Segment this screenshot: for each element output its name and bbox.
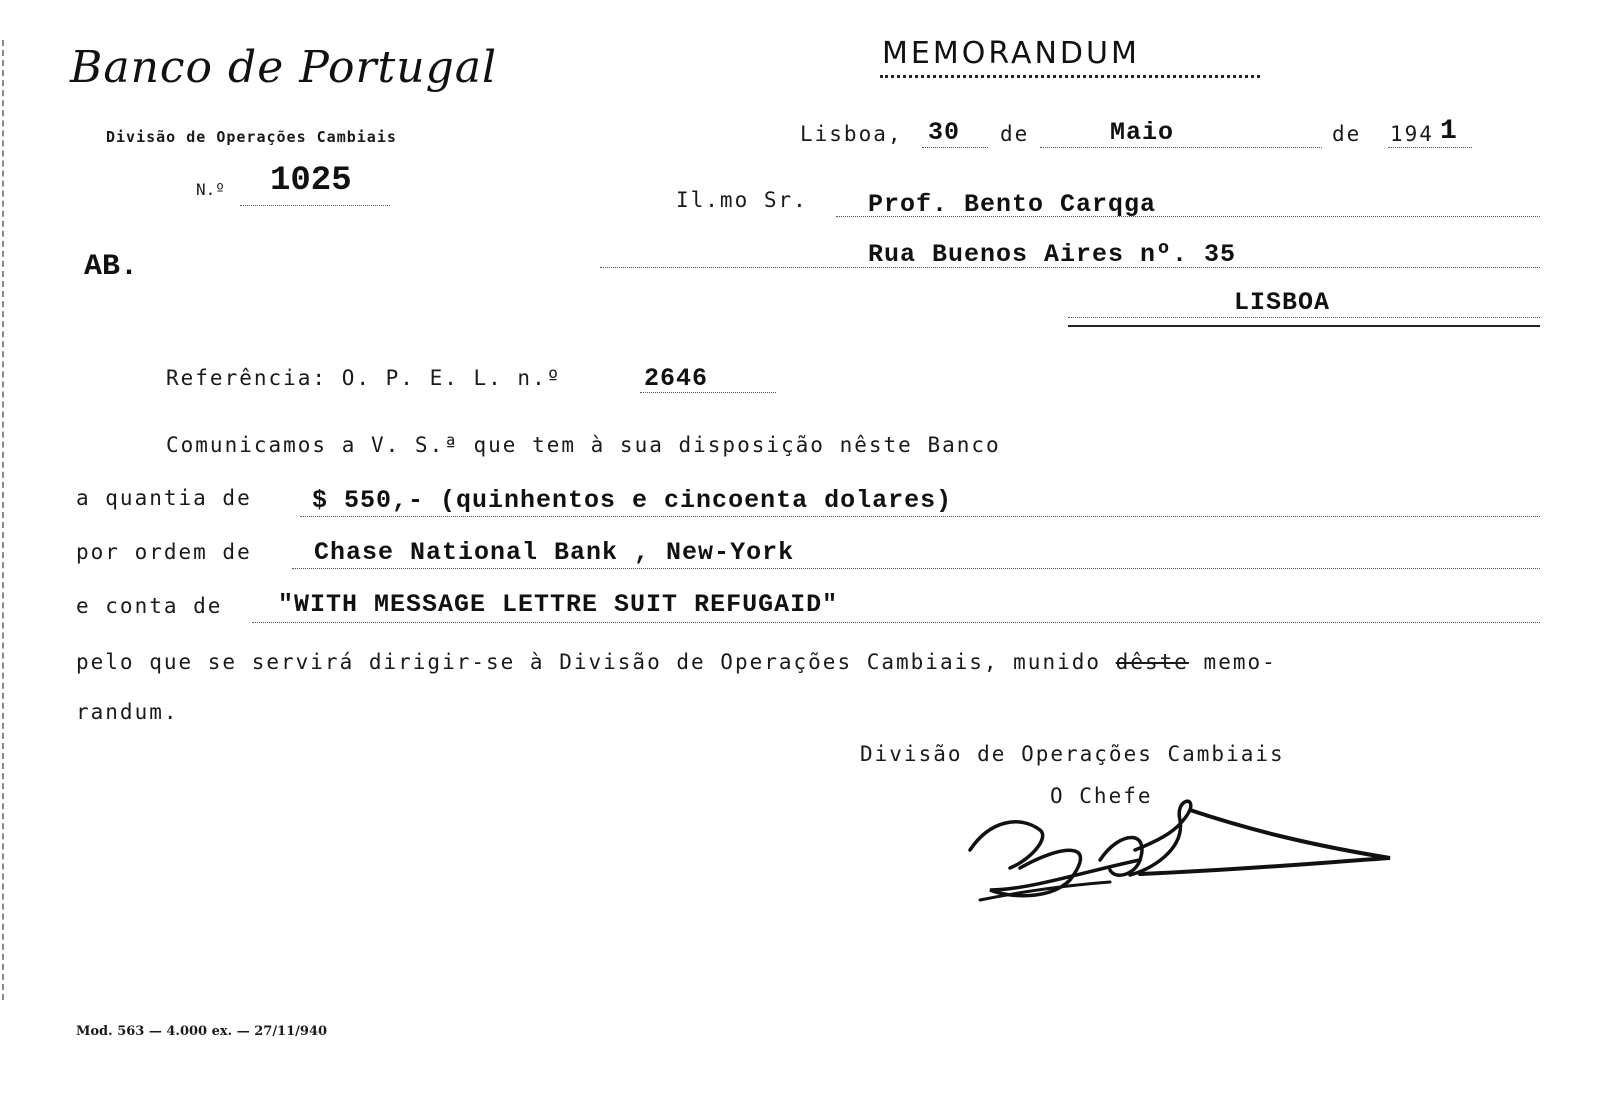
closing-line-1: [76, 650, 1277, 674]
order-value: Chase National Bank , New-York: [314, 538, 795, 567]
left-perforation-edge: [2, 40, 4, 1000]
date-de-1: de: [1000, 122, 1030, 146]
form-model-footer: Mod. 563 — 4.000 ex. — 27/11/940: [76, 1024, 328, 1039]
closing-text-b: memo-: [1203, 650, 1277, 674]
reference-line: [640, 392, 776, 393]
reference-label: Referência: O. P. E. L. n.º: [166, 366, 562, 390]
date-month: Maio: [1110, 118, 1175, 147]
number-label: N.º: [196, 180, 225, 199]
closing-struck-word: dêste: [1115, 650, 1189, 674]
addressee-city: LISBOA: [1234, 288, 1331, 317]
date-year-prefix: 194: [1390, 122, 1434, 146]
order-line: [292, 568, 1540, 569]
salutation: Il.mo Sr.: [676, 188, 808, 212]
body-line-1: Comunicamos a V. S.ª que tem à sua disposição nêste Banco: [166, 433, 1001, 457]
handwritten-signature: [950, 790, 1410, 910]
closing-line-2: randum.: [76, 700, 179, 724]
addressee-street: Rua Buenos Aires nº. 35: [868, 240, 1237, 269]
account-line: [252, 622, 1540, 623]
date-month-line: [1040, 147, 1322, 148]
amount-value: $ 550,- (quinhentos e cincoenta dolares): [312, 486, 953, 515]
amount-label: a quantia de: [76, 486, 252, 510]
reference-value: 2646: [644, 364, 709, 393]
addressee-city-line: [1068, 317, 1540, 318]
account-value: "WITH MESSAGE LETTRE SUIT REFUGAID": [278, 590, 839, 619]
initials: AB.: [84, 250, 139, 284]
date-city: Lisboa,: [800, 122, 903, 146]
date-year-line: [1388, 147, 1472, 148]
account-label: e conta de: [76, 594, 223, 618]
number-dotted-line: [240, 205, 390, 206]
address-rule: [1068, 325, 1540, 327]
memo-number: 1025: [270, 162, 352, 200]
signature-title: O Chefe: [1050, 784, 1153, 808]
signature-division: Divisão de Operações Cambiais: [860, 742, 1285, 766]
addressee-name-line: [836, 216, 1540, 217]
date-day: 30: [928, 118, 961, 147]
memo-title: MEMORANDUM: [882, 36, 1140, 71]
bank-logo: Banco de Portugal: [70, 42, 498, 93]
order-label: por ordem de: [76, 540, 252, 564]
amount-line: [300, 516, 1540, 517]
closing-text-a: pelo que se servirá dirigir-se à Divisão de Operações Cambiais, munido: [76, 650, 1102, 674]
date-de-2: de: [1332, 122, 1362, 146]
addressee-street-line: [600, 267, 1540, 268]
addressee-name: Prof. Bento Carqga: [868, 190, 1157, 219]
division-header: Divisão de Operações Cambiais: [106, 128, 397, 146]
date-year-suffix: 1: [1440, 116, 1458, 147]
title-dotted-underline: [880, 75, 1260, 78]
date-day-line: [922, 147, 988, 148]
